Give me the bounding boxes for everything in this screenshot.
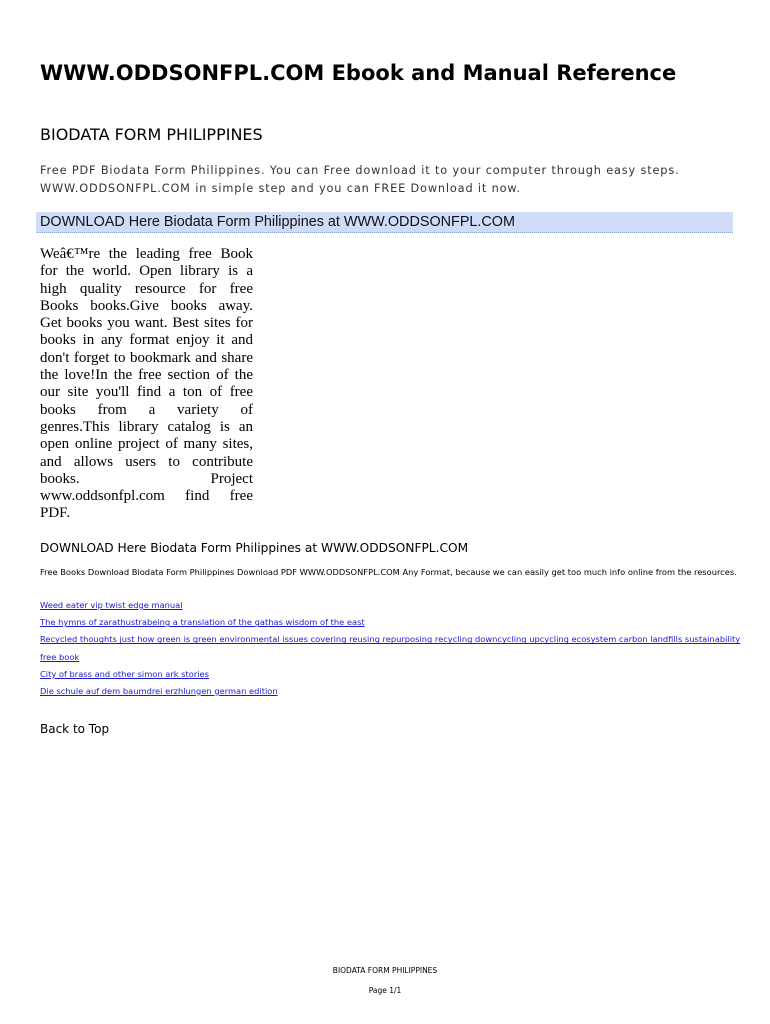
back-to-top-link[interactable]: Back to Top [40,722,110,736]
download-banner-link[interactable]: DOWNLOAD Here Biodata Form Philippines at WWW.ODDSONFPL.COM [40,214,515,230]
site-title: WWW.ODDSONFPL.COM Ebook and Manual Reference [40,61,677,85]
list-item [40,598,740,615]
list-item [40,684,740,701]
list-item [40,615,740,632]
download-banner[interactable] [36,212,733,233]
download-description: Free Books Download Biodata Form Philippines Download PDF WWW.ODDSONFPL.COM Any Format, because we can easily get too much info online from the resources. [40,567,737,577]
footer-title: BIODATA FORM PHILIPPINES [332,966,438,975]
related-link-city-of-brass[interactable]: City of brass and other simon ark stories [40,668,209,679]
body-text: Weâ€™re the leading free Book for the world. Open library is a high quality resource for free Books books.Give books away. Get books you want. Best sites for books in any format enjoy it and don't forget to bookmark and share the love!In the free section of the our site you'll find a ton of free books from a variety of genres.This library catalog is an open online project of many sites, and allows users to contribute books. Project www.oddsonfpl.com find free PDF. [40,246,253,522]
page-number: Page 1/1 [368,986,402,995]
related-link-weed-eater[interactable]: Weed eater vip twist edge manual [40,600,183,610]
download-link[interactable]: DOWNLOAD Here Biodata Form Philippines at WWW.ODDSONFPL.COM [40,541,469,555]
related-link-die-schule[interactable]: Die schule auf dem baumdrei erzhlungen german edition [40,685,278,696]
related-link-free-book[interactable]: free book [40,651,80,662]
list-item [40,632,740,649]
list-item [40,667,740,684]
related-link-hymns-zarathustra[interactable]: The hymns of zarathustrabeing a translation of the gathas wisdom of the east [40,617,365,628]
list-item [40,650,740,667]
related-link-recycled-thoughts[interactable]: Recycled thoughts just how green is green environmental issues covering reusing repurposing recycling downcycling upcycling ecosystem carbon landfills sustainability [40,634,741,645]
related-links-list [40,598,740,701]
intro-text: Free PDF Biodata Form Philippines. You can Free download it to your computer through easy steps. WWW.ODDSONFPL.COM in simple step and you can FREE Download it now. [40,164,680,195]
document-title: BIODATA FORM PHILIPPINES [40,125,263,144]
